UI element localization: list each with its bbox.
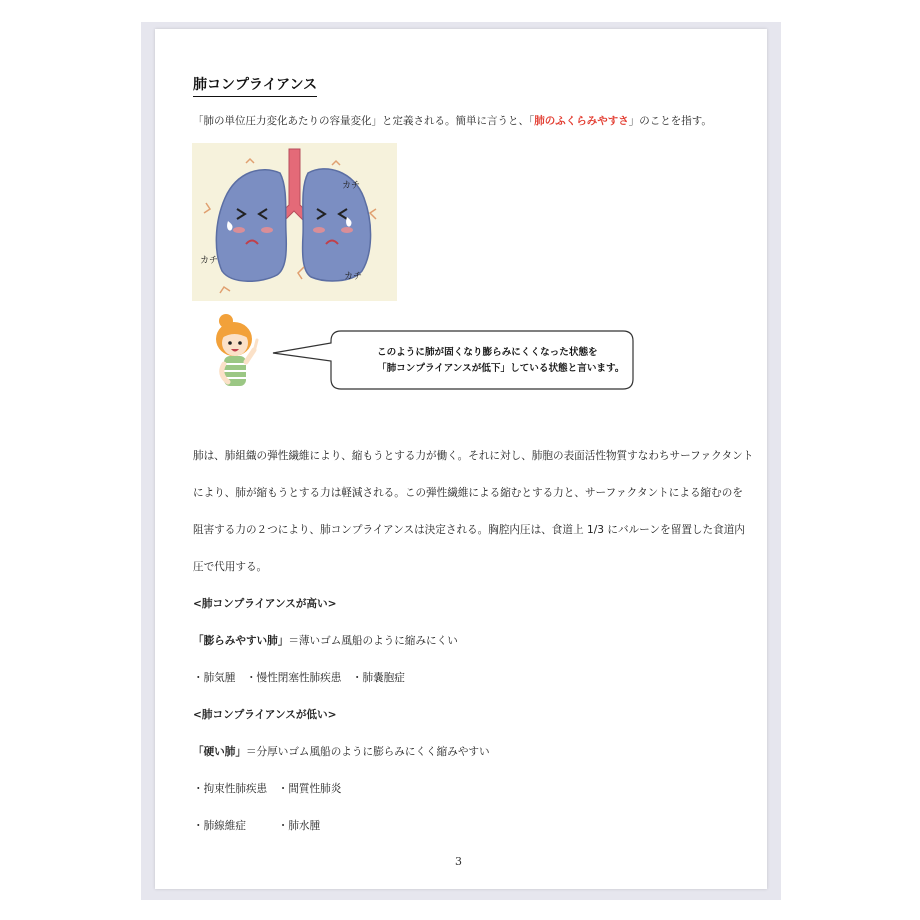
body-content [193, 438, 754, 845]
speech-bubble-line-1: このように肺が固くなり膨らみにくくなった状態を [377, 347, 598, 358]
definition-line [193, 113, 712, 128]
sound-effect-3: カチ [344, 272, 363, 282]
definition-close-bracket: 」 [628, 115, 640, 127]
high-compliance-heading: <肺コンプライアンスが高い> [193, 598, 337, 610]
paragraph-line-2: により、肺が縮もうとする力は軽減される。この弾性繊維による縮むとする力と、サーファクタントによる縮むのを [193, 487, 743, 499]
page-number: 3 [455, 855, 462, 868]
definition-text: 「肺の単位圧力変化あたりの容量変化」と定義される。簡単に言うと、 [193, 115, 529, 127]
high-compliance-definition [193, 623, 739, 660]
paragraph-line-3: 阻害する力の２つにより、肺コンプライアンスは決定される。胸腔内圧は、食道上 1/3 にバルーンを留置した食道内 [193, 524, 745, 536]
definition-tail: のことを指す。 [639, 115, 712, 127]
paragraph-line-1: 肺は、肺組織の弾性繊維により、縮もうとする力が働く。それに対し、肺胞の表面活性物質すなわちサーファクタント [193, 450, 754, 462]
low-compliance-diseases-1: ・拘束性肺疾患 ・間質性肺炎 [193, 783, 342, 795]
section-title: 肺コンプライアンス [193, 74, 317, 97]
speech-bubble-line-2: 「肺コンプライアンスが低下」している状態と言います。 [377, 363, 625, 374]
low-compliance-desc: ＝分厚いゴム風船のように膨らみにくく縮みやすい [245, 746, 490, 758]
sound-effect-1: カチ [342, 181, 361, 191]
low-compliance-term: 「硬い肺」 [193, 746, 246, 758]
high-compliance-desc: ＝薄いゴム風船のように縮みにくい [288, 635, 458, 647]
definition-highlight: 肺のふくらみやすさ [534, 115, 629, 127]
lungs-illustration [192, 143, 397, 301]
low-compliance-diseases-2: ・肺線維症 ・肺水腫 [193, 820, 321, 832]
low-compliance-heading: <肺コンプライアンスが低い> [193, 709, 337, 721]
high-compliance-diseases: ・肺気腫 ・慢性閉塞性肺疾患 ・肺嚢胞症 [193, 672, 405, 684]
sound-effect-2: カチ [200, 256, 219, 266]
nurse-character-illustration [210, 312, 270, 397]
speech-bubble-text [377, 345, 624, 377]
paragraph-line-4: 圧で代用する。 [193, 561, 268, 573]
high-compliance-term: 「膨らみやすい肺」 [193, 635, 289, 647]
low-compliance-definition [193, 734, 739, 771]
document-page [155, 29, 767, 889]
definition-open-bracket: 「 [529, 115, 535, 127]
